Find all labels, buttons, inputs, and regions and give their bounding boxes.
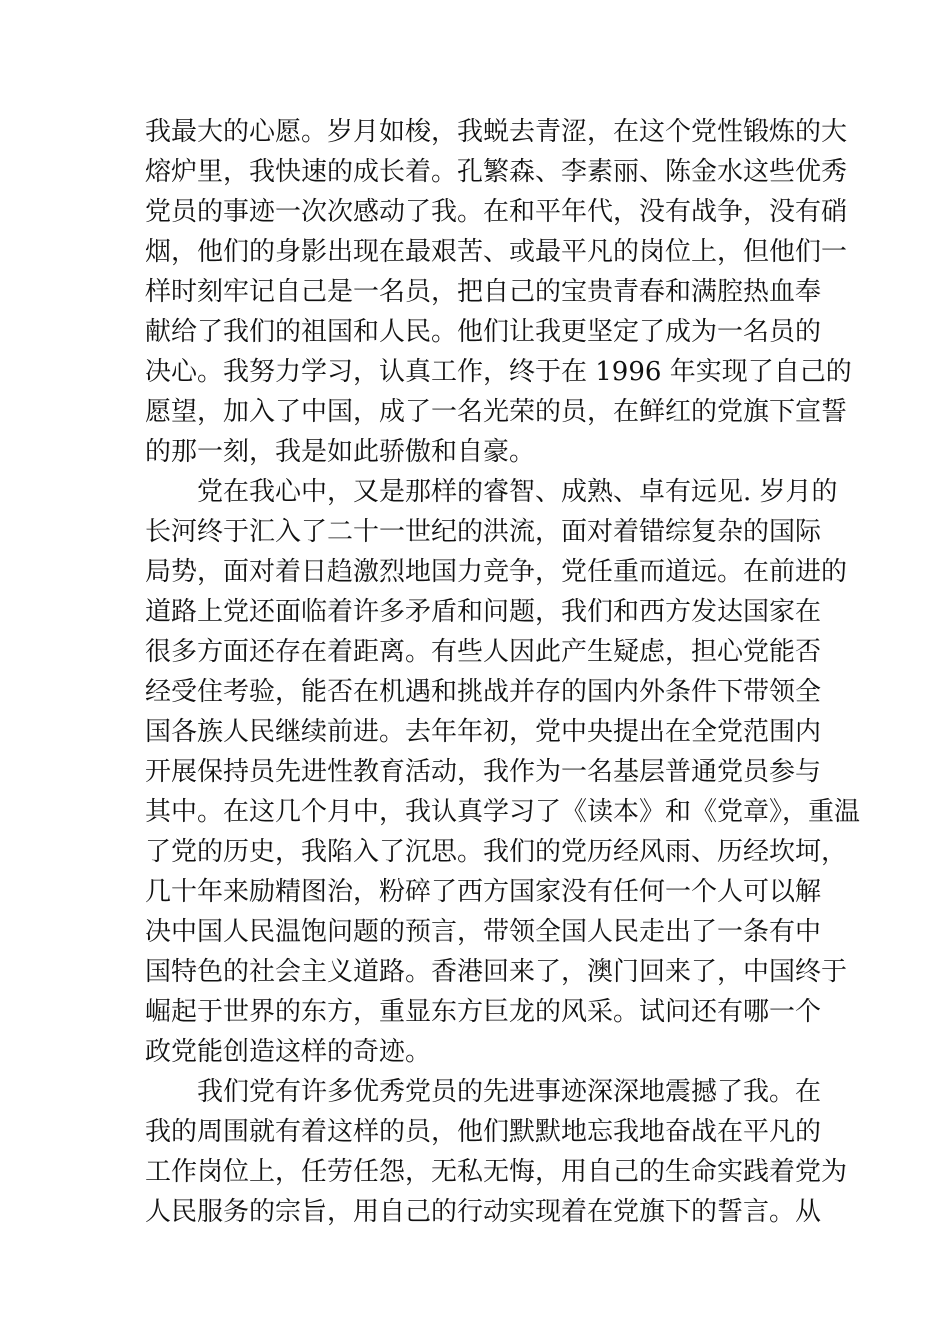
text-line: 国特色的社会主义道路。香港回来了，澳门回来了，中国终于	[145, 957, 848, 987]
text-line: 其中。在这几个月中，我认真学习了《读本》和《党章》，重温	[145, 797, 861, 827]
text-line: 我最大的心愿。岁月如梭，我蜕去青涩，在这个党性锻炼的大	[145, 117, 848, 147]
text-line: 崛起于世界的东方，重显东方巨龙的风采。试问还有哪一个	[145, 997, 822, 1027]
text-line: 我的周围就有着这样的员，他们默默地忘我地奋战在平凡的	[145, 1117, 822, 1147]
text-line: 长河终于汇入了二十一世纪的洪流，面对着错综复杂的国际	[145, 517, 822, 547]
text-line: 几十年来励精图治，粉碎了西方国家没有任何一个人可以解	[145, 877, 822, 907]
text-line: 的那一刻，我是如此骄傲和自豪。	[145, 437, 536, 467]
text-line: 决心。我努力学习，认真工作，终于在 1996 年实现了自己的	[145, 357, 852, 387]
text-line: 烟，他们的身影出现在最艰苦、或最平凡的岗位上，但他们一	[145, 237, 848, 267]
text-line: 很多方面还存在着距离。有些人因此产生疑虑，担心党能否	[145, 637, 822, 667]
text-line: 样时刻牢记自己是一名员，把自己的宝贵青春和满腔热血奉	[145, 277, 822, 307]
document-body	[145, 112, 861, 1232]
text-line: 经受住考验，能否在机遇和挑战并存的国内外条件下带领全	[145, 677, 822, 707]
text-line: 工作岗位上，任劳任怨，无私无悔，用自己的生命实践着党为	[145, 1157, 848, 1187]
text-line: 熔炉里，我快速的成长着。孔繁森、李素丽、陈金水这些优秀	[145, 157, 848, 187]
text-line: 局势，面对着日趋激烈地国力竞争，党任重而道远。在前进的	[145, 557, 848, 587]
text-line: 国各族人民继续前进。去年年初，党中央提出在全党范围内	[145, 717, 822, 747]
paragraph-first-line: 我们党有许多优秀党员的先进事迹深深地震撼了我。在	[197, 1077, 822, 1107]
text-line: 开展保持员先进性教育活动，我作为一名基层普通党员参与	[145, 757, 822, 787]
text-line: 决中国人民温饱问题的预言，带领全国人民走出了一条有中	[145, 917, 822, 947]
paragraph-first-line: 党在我心中，又是那样的睿智、成熟、卓有远见. 岁月的	[197, 477, 838, 507]
text-line: 了党的历史，我陷入了沉思。我们的党历经风雨、历经坎坷，	[145, 837, 848, 867]
text-line: 人民服务的宗旨，用自己的行动实现着在党旗下的誓言。从	[145, 1197, 822, 1227]
text-line: 政党能创造这样的奇迹。	[145, 1037, 432, 1067]
text-line: 愿望，加入了中国，成了一名光荣的员，在鲜红的党旗下宣誓	[145, 397, 848, 427]
text-line: 党员的事迹一次次感动了我。在和平年代，没有战争，没有硝	[145, 197, 848, 227]
text-line: 道路上党还面临着许多矛盾和问题，我们和西方发达国家在	[145, 597, 822, 627]
text-line: 献给了我们的祖国和人民。他们让我更坚定了成为一名员的	[145, 317, 822, 347]
